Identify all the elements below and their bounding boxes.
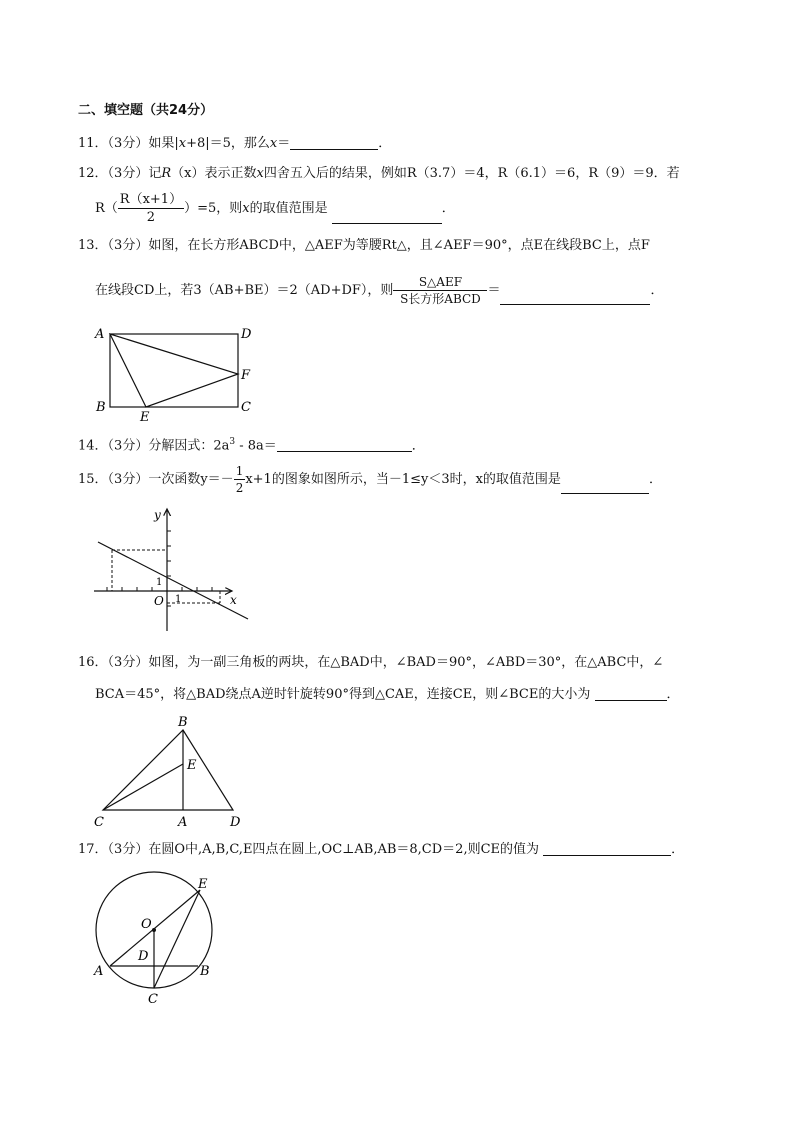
q13-line2: 在线段CD上，若3（AB+BE）＝2（AD+DF），则: [95, 283, 394, 298]
q12-x: x: [256, 166, 264, 181]
q17-score: （3分）: [107, 842, 149, 857]
question-12: [78, 167, 680, 180]
q17-number: 17．: [78, 842, 108, 857]
q13-line1: 如图，在长方形ABCD中，△AEF为等腰Rt△，且∠AEF＝90°，点E在线段BC上，点F: [148, 238, 650, 253]
triangle-AEF: [110, 334, 238, 407]
q12-text: 记: [148, 166, 162, 181]
label-D: D: [241, 327, 252, 342]
label-E: E: [198, 877, 208, 892]
question-15: [78, 465, 662, 494]
q11-text: 如果|: [148, 136, 179, 151]
label-C: C: [94, 815, 104, 830]
label-D: D: [138, 949, 149, 964]
label-B: B: [96, 400, 106, 415]
q12-x2: x: [242, 201, 250, 216]
label-one-x: 1: [175, 594, 182, 605]
section-title: 二、填空题（共24分）: [78, 103, 214, 118]
q12-example-1: R（3.7）＝4，: [406, 166, 498, 181]
question-14: [78, 438, 425, 452]
label-A: A: [95, 327, 105, 342]
q17-text: 在圆O中,A,B,C,E四点在圆上,OC⊥AB,AB＝8,CD＝2,则CE的值为: [148, 842, 540, 857]
label-O: O: [154, 594, 164, 608]
q16-number: 16．: [78, 655, 108, 670]
q14-score: （3分）: [107, 438, 149, 454]
q12-frac-den: 2: [146, 210, 156, 225]
q13-score: （3分）: [107, 238, 149, 253]
q17-answer-blank[interactable]: [543, 843, 671, 856]
q15-number: 15．: [78, 472, 108, 487]
q13-answer-blank[interactable]: [500, 292, 650, 305]
q11-score: （3分）: [107, 136, 149, 151]
q15-frac-den: 2: [235, 481, 244, 495]
q16-figure: [90, 712, 250, 830]
segment-CE: [103, 764, 183, 810]
q11-var: x: [178, 136, 187, 151]
q16-answer-blank[interactable]: [595, 688, 667, 701]
label-E: E: [187, 758, 197, 773]
label-C: C: [148, 992, 158, 1007]
q13-end: ．: [650, 283, 664, 298]
q12-answer-blank[interactable]: [332, 211, 442, 224]
q13-eq: ＝: [487, 283, 501, 298]
q13-frac-den: S长方形ABCD: [400, 292, 481, 306]
q13-fraction: [393, 276, 487, 305]
q12-R: R: [161, 166, 172, 181]
label-A: A: [94, 964, 104, 979]
q12-example-2: R（6.1）＝6，: [497, 166, 589, 181]
label-E: E: [140, 410, 150, 425]
q14-answer-blank[interactable]: [277, 439, 412, 452]
q15-fraction: [234, 465, 246, 494]
q11-text-b: +8|＝5，那么: [186, 136, 270, 151]
label-y: y: [154, 508, 161, 522]
label-one-y: 1: [156, 577, 163, 588]
q14-number: 14．: [78, 438, 108, 454]
q12-score: （3分）: [107, 166, 149, 181]
q11-answer-blank[interactable]: [290, 137, 378, 150]
q14-end: ．: [411, 438, 425, 454]
rectangle-ABCD: [110, 334, 238, 407]
question-12-line2: [95, 193, 455, 224]
q11-end: ．: [378, 136, 392, 151]
q17-end: ．: [671, 842, 685, 857]
q13-figure: [90, 322, 260, 425]
question-17: [78, 843, 684, 856]
q16-end: ．: [666, 687, 680, 702]
q14-exponent: 3: [229, 437, 236, 447]
q14-text: 分解因式：2a: [148, 438, 230, 454]
q12-R-open: R（: [95, 201, 118, 216]
q15-text-b: x+1的图象如图所示，当－1≤y＜3时，x的取值范围是: [245, 472, 561, 487]
label-O: O: [141, 917, 152, 932]
question-16: [78, 656, 663, 669]
q12-text-b: 表示正数: [204, 166, 257, 181]
q11-var2: x: [269, 136, 278, 151]
q15-score: （3分）: [107, 472, 149, 487]
q13-number: 13．: [78, 238, 108, 253]
q12-paren: （x）: [171, 166, 205, 181]
q12-number: 12．: [78, 166, 108, 181]
question-13: [78, 239, 650, 252]
question-11: [78, 137, 391, 150]
label-C: C: [241, 400, 251, 415]
center-point: [152, 928, 156, 932]
line-graph: [98, 542, 248, 619]
q15-figure: [90, 505, 260, 635]
q11-number: 11．: [78, 136, 108, 151]
q12-end: ．: [441, 201, 455, 216]
q15-end: ．: [648, 472, 662, 487]
q15-text: 一次函数y＝－: [148, 472, 234, 487]
q15-frac-num: 1: [235, 464, 244, 478]
q11-eq: ＝: [277, 136, 291, 151]
label-F: F: [241, 368, 251, 383]
triangles-outline: [103, 730, 233, 810]
q16-score: （3分）: [107, 655, 149, 670]
q12-frac-num: R（x+1）: [119, 192, 183, 207]
q15-answer-blank[interactable]: [561, 481, 649, 494]
label-B: B: [200, 964, 210, 979]
label-A: A: [178, 815, 188, 830]
label-B: B: [178, 715, 188, 730]
q14-text-b: - 8a＝: [235, 438, 277, 454]
q16-line2: BCA＝45°，将△BAD绕点A逆时针旋转90°得到△CAE，连接CE，则∠BCE的大小为: [95, 687, 591, 702]
label-x: x: [230, 593, 237, 607]
q12-example-3: R（9）＝9．若: [588, 166, 680, 181]
q12-after: ）=5，则: [184, 201, 243, 216]
q12-range-text: 的取值范围是: [249, 201, 328, 216]
q13-frac-num: S△AEF: [393, 276, 487, 291]
label-D: D: [230, 815, 241, 830]
q16-line1: 如图，为一副三角板的两块，在△BAD中，∠BAD＝90°，∠ABD＝30°，在△ABC中，∠: [148, 655, 664, 670]
q12-text-c: 四舍五入后的结果，例如: [263, 166, 407, 181]
q12-fraction: [118, 193, 184, 224]
question-13-line2: [95, 276, 663, 305]
q17-figure: [90, 878, 230, 1008]
question-16-line2: [95, 688, 680, 701]
segment-AE: [110, 890, 200, 966]
